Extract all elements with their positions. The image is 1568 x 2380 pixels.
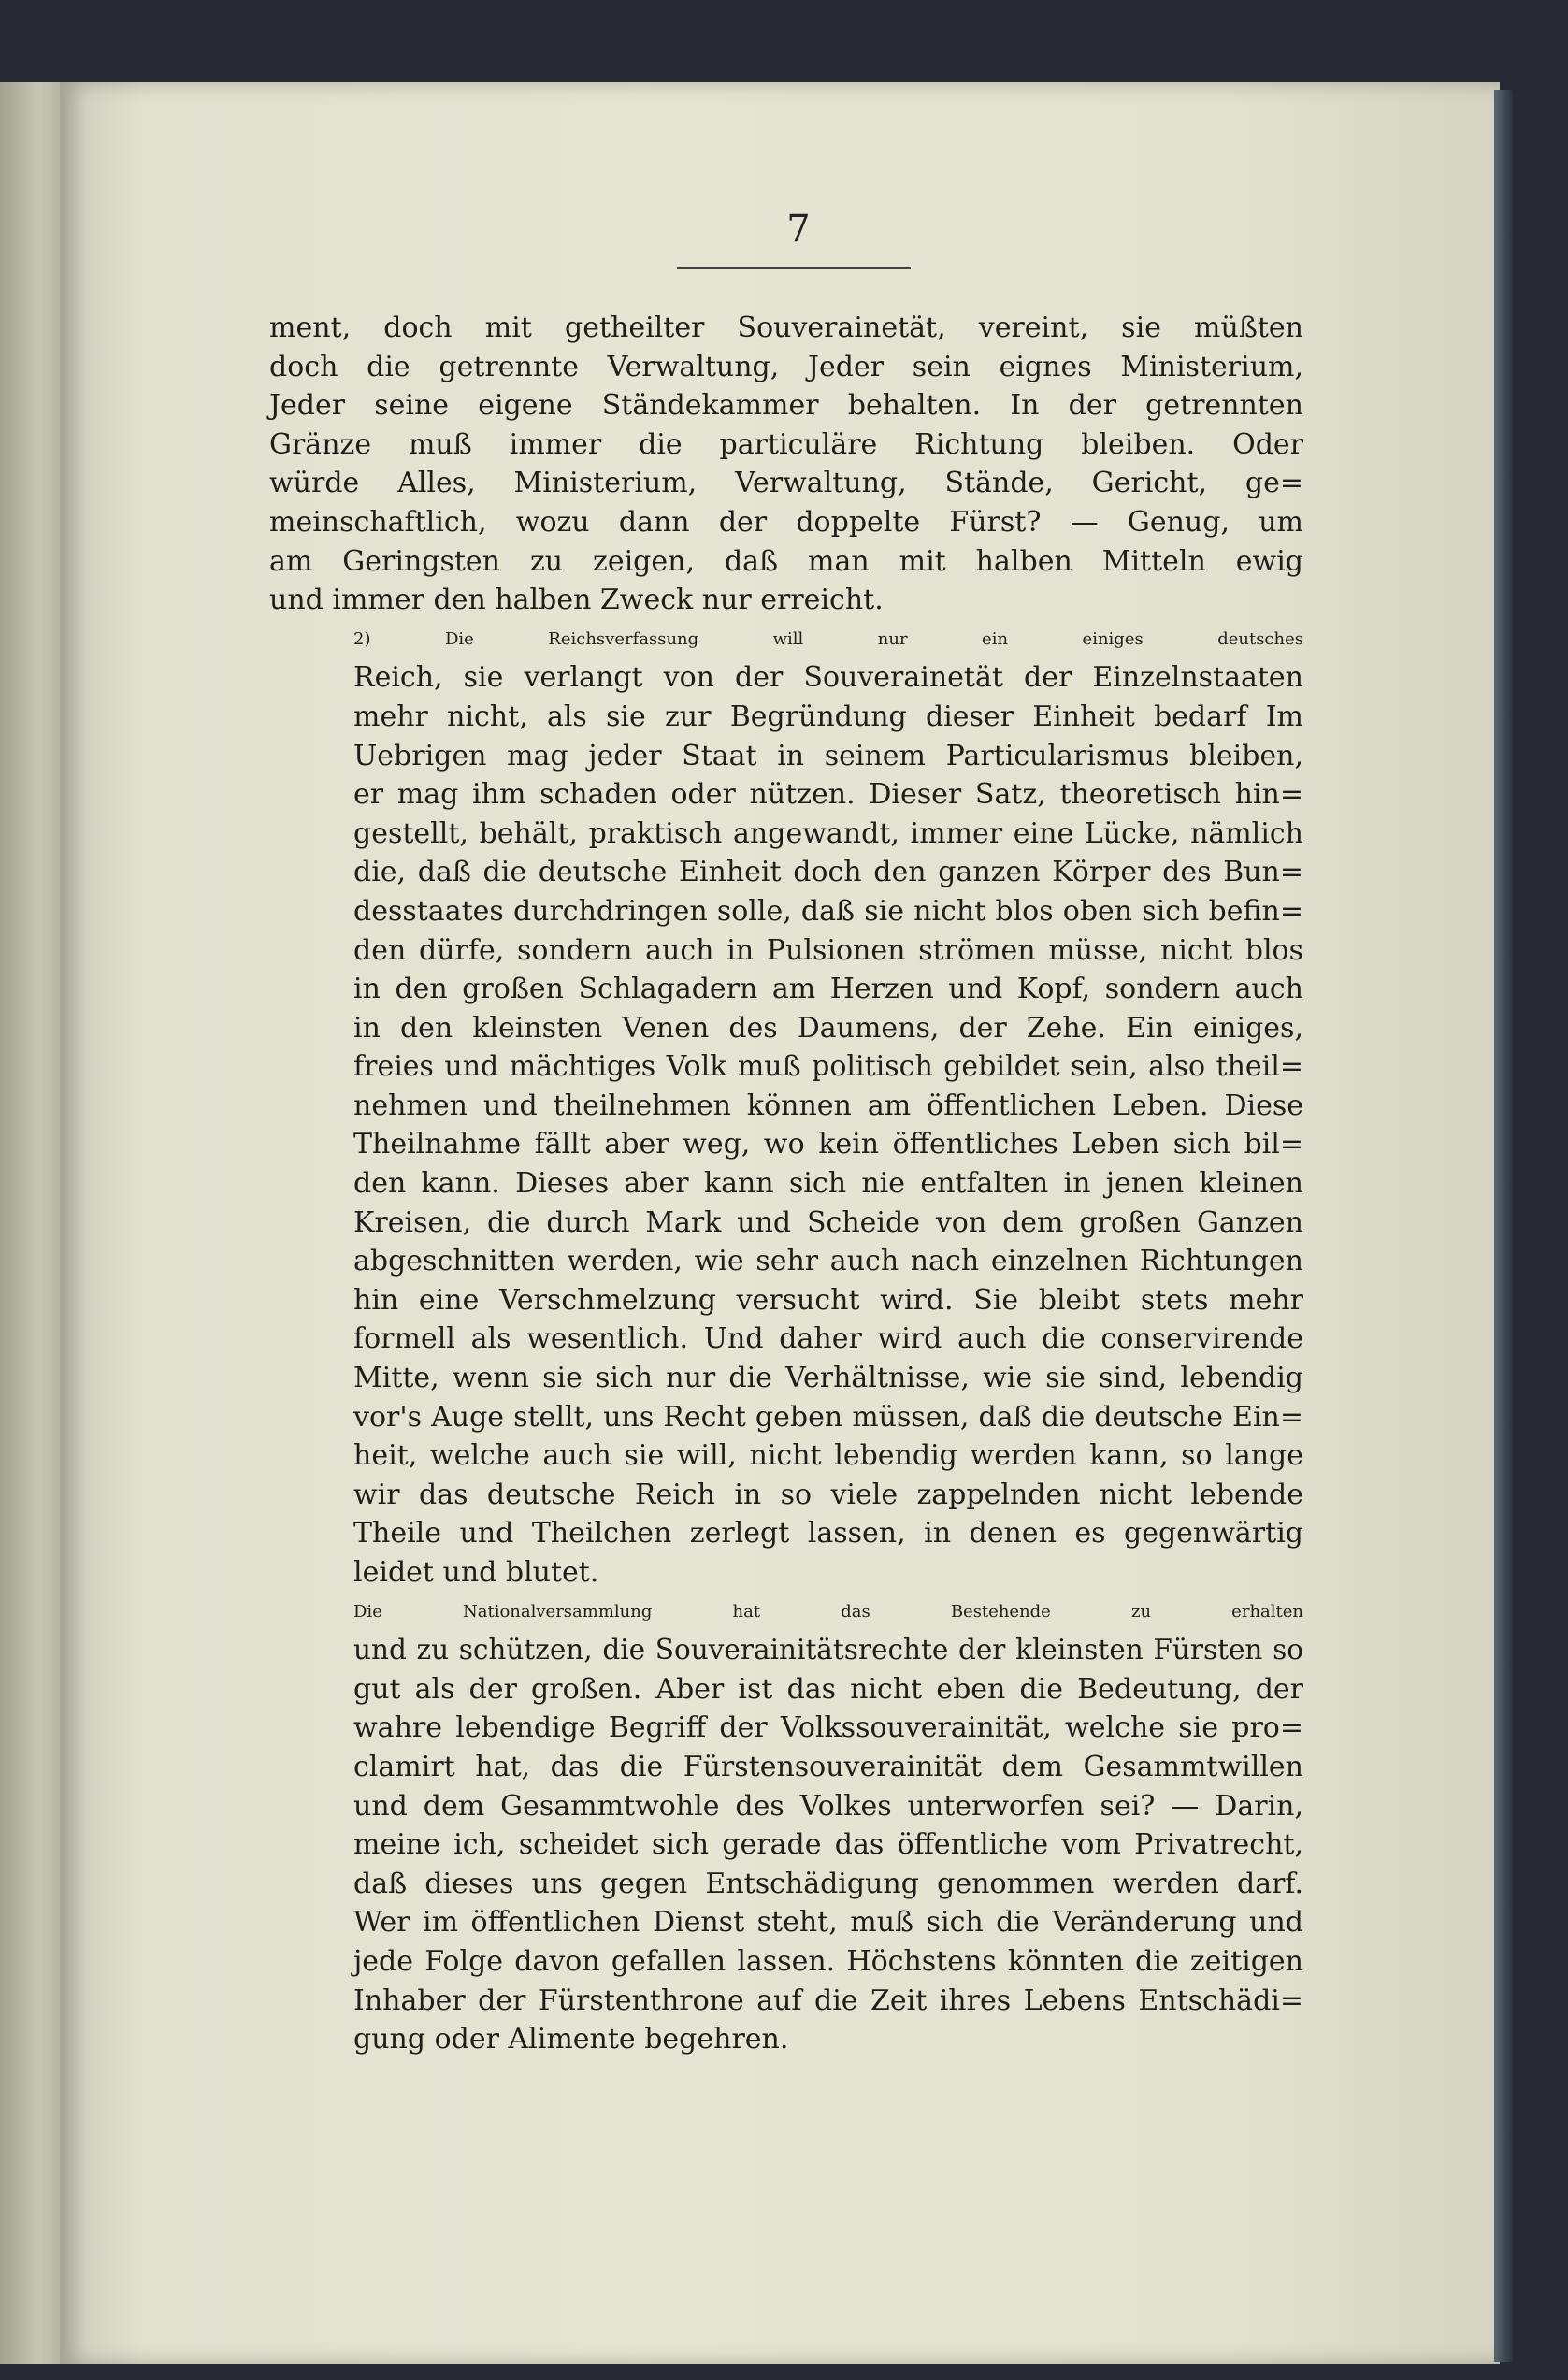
text-line: heit, welche auch sie will, nicht lebendig werden kann, so lange xyxy=(353,1439,1303,1473)
text-line: in den kleinsten Venen des Daumens, der Zehe. Ein einiges, xyxy=(353,1011,1303,1045)
body-text xyxy=(269,309,1303,2059)
text-line: am Geringsten zu zeigen, daß man mit halben Mitteln ewig xyxy=(269,544,1303,578)
text-line: nehmen und theilnehmen können am öffentlichen Leben. Diese xyxy=(353,1089,1303,1122)
text-line: die, daß die deutsche Einheit doch den ganzen Körper des Bun= xyxy=(353,856,1303,889)
text-line: gung oder Alimente begehren. xyxy=(353,2023,789,2056)
text-line: und zu schützen, die Souverainitätsrechte der kleinsten Fürsten so xyxy=(353,1634,1303,1666)
book-cover-edge xyxy=(1494,90,1513,2362)
text-line: 2) Die Reichsverfassung will nur ein einiges deutsches xyxy=(353,628,1303,649)
text-line: Theilnahme fällt aber weg, wo kein öffentliches Leben sich bil= xyxy=(353,1128,1303,1161)
text-line: doch die getrennte Verwaltung, Jeder sein eignes Ministerium, xyxy=(269,350,1303,383)
text-line: ment, doch mit getheilter Souverainetät, vereint, sie müßten xyxy=(269,311,1303,344)
text-line: Kreisen, die durch Mark und Scheide von dem großen Ganzen xyxy=(353,1205,1303,1239)
text-line: Die Nationalversammlung hat das Bestehende zu erhalten xyxy=(353,1601,1303,1622)
paragraph xyxy=(269,620,1303,1593)
text-line: er mag ihm schaden oder nützen. Dieser Satz, theoretisch hin= xyxy=(353,778,1303,812)
text-line: Inhaber der Fürstenthrone auf die Zeit ihres Lebens Entschädi= xyxy=(353,1983,1303,2017)
text-line: formell als wesentlich. Und daher wird auch die conservirende xyxy=(353,1322,1303,1356)
text-line: Gränze muß immer die particuläre Richtung bleiben. Oder xyxy=(269,427,1303,461)
text-line: mehr nicht, als sie zur Begründung dieser Einheit bedarf Im xyxy=(353,700,1303,733)
text-line: daß dieses uns gegen Entschädigung genommen werden darf. xyxy=(353,1867,1303,1900)
adjacent-page-edge xyxy=(0,82,67,2364)
text-line: meinschaftlich, wozu dann der doppelte Fürst? — Genug, um xyxy=(269,505,1303,539)
text-line: und dem Gesammtwohle des Volkes unterworfen sei? — Darin, xyxy=(353,1789,1303,1823)
text-line: Wer im öffentlichen Dienst steht, muß sich die Veränderung und xyxy=(353,1906,1303,1940)
text-line: den kann. Dieses aber kann sich nie entfalten in jenen kleinen xyxy=(353,1167,1303,1201)
text-line: leidet und blutet. xyxy=(353,1556,599,1589)
text-line: wir das deutsche Reich in so viele zappelnden nicht lebende xyxy=(353,1478,1303,1511)
text-line: würde Alles, Ministerium, Verwaltung, Stände, Gericht, ge= xyxy=(269,467,1303,500)
page-number: 7 xyxy=(786,208,811,251)
text-line: Theile und Theilchen zerlegt lassen, in denen es gegenwärtig xyxy=(353,1517,1303,1551)
text-line: gestellt, behält, praktisch angewandt, immer eine Lücke, nämlich xyxy=(353,816,1303,850)
text-line: abgeschnitten werden, wie sehr auch nach einzelnen Richtungen xyxy=(353,1245,1303,1278)
text-line: vor's Auge stellt, uns Recht geben müssen, daß die deutsche Ein= xyxy=(353,1400,1303,1434)
header-rule xyxy=(677,267,911,269)
text-line: wahre lebendige Begriff der Volkssouverainität, welche sie pro= xyxy=(353,1711,1303,1745)
text-line: Jeder seine eigene Ständekammer behalten. In der getrennten xyxy=(269,389,1303,423)
text-line: in den großen Schlagadern am Herzen und Kopf, sondern auch xyxy=(353,973,1303,1006)
paragraph xyxy=(269,309,1303,620)
text-line: den dürfe, sondern auch in Pulsionen strömen müsse, nicht blos xyxy=(353,933,1303,967)
text-line: Mitte, wenn sie sich nur die Verhältnisse, wie sie sind, lebendig xyxy=(353,1362,1303,1395)
text-line: meine ich, scheidet sich gerade das öffentliche vom Privatrecht, xyxy=(353,1828,1303,1862)
text-line: gut als der großen. Aber ist das nicht eben die Bedeutung, der xyxy=(353,1672,1303,1706)
text-line: Uebrigen mag jeder Staat in seinem Particularismus bleiben, xyxy=(353,739,1303,772)
text-line: freies und mächtiges Volk muß politisch gebildet sein, also theil= xyxy=(353,1050,1303,1084)
text-line: hin eine Verschmelzung versucht wird. Sie bleibt stets mehr xyxy=(353,1283,1303,1317)
text-line: desstaates durchdringen solle, daß sie nicht blos oben sich befin= xyxy=(353,894,1303,928)
text-line: und immer den halben Zweck nur erreicht. xyxy=(269,584,884,617)
text-line: jede Folge davon gefallen lassen. Höchstens könnten die zeitigen xyxy=(353,1944,1303,1978)
text-line: clamirt hat, das die Fürstensouverainität dem Gesammtwillen xyxy=(353,1750,1303,1783)
text-line: Reich, sie verlangt von der Souverainetät der Einzelnstaaten xyxy=(353,661,1303,695)
paragraph xyxy=(269,1593,1303,2059)
